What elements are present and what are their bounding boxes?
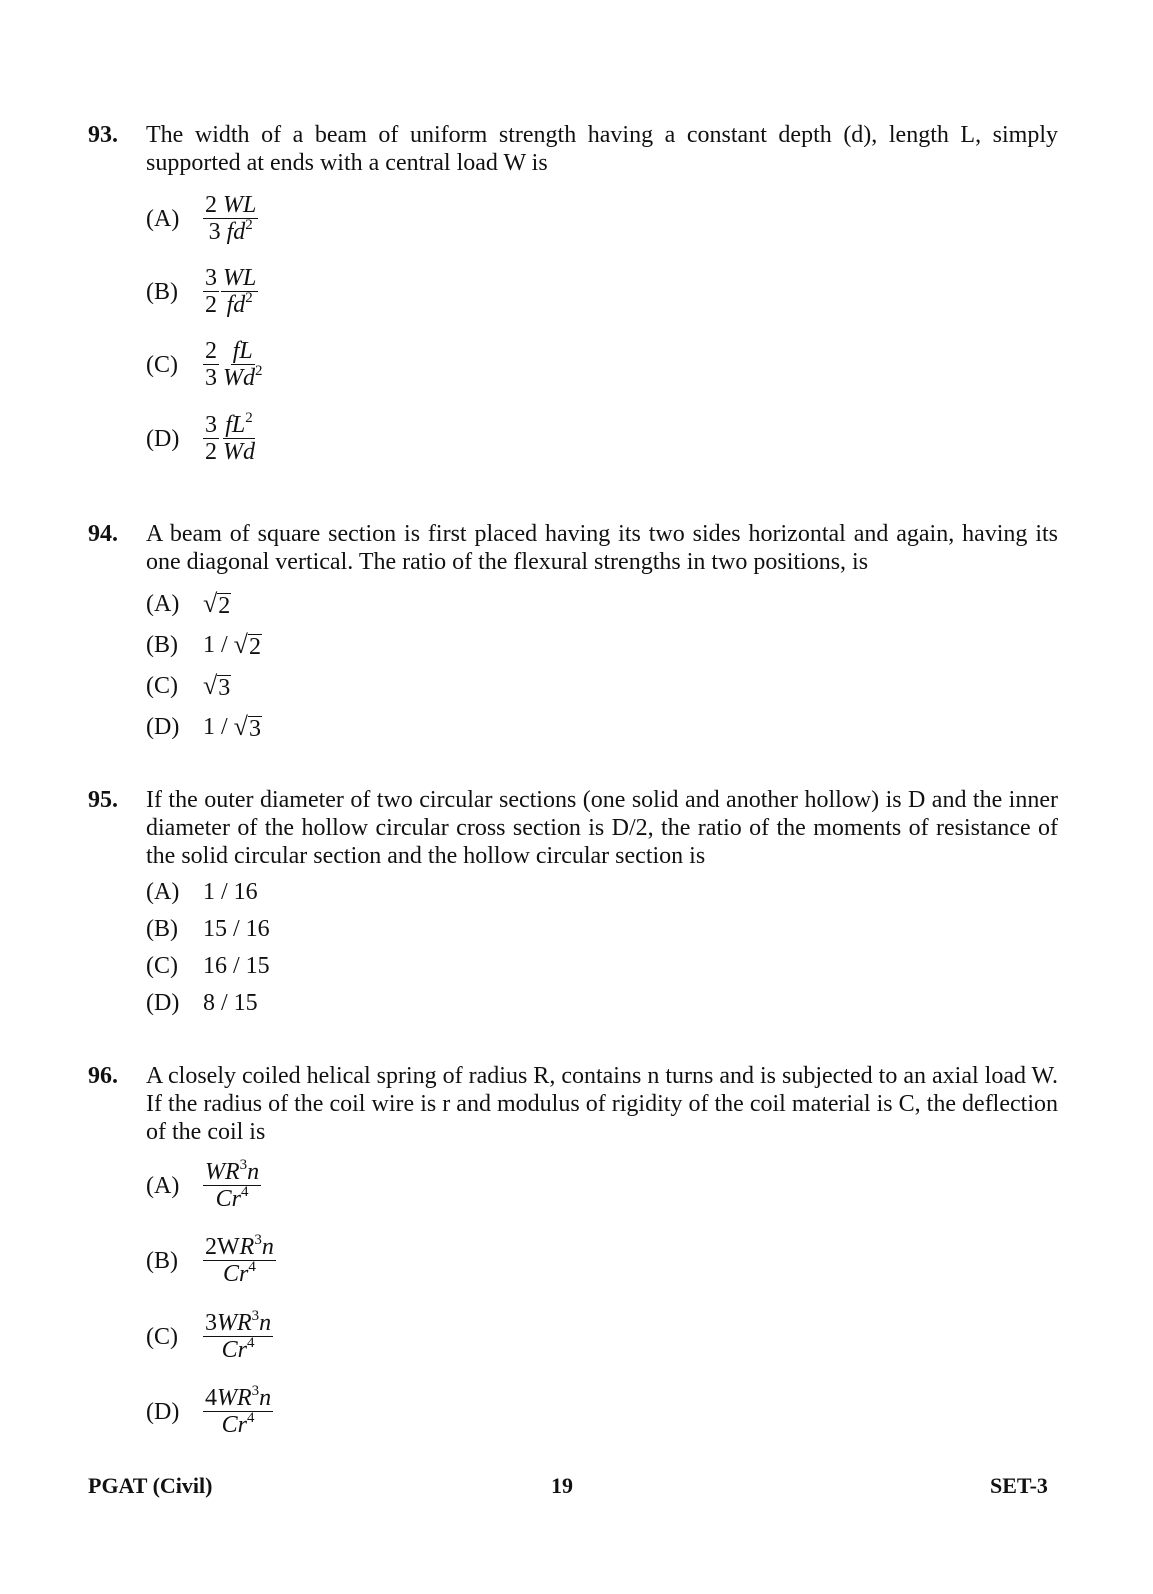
question-text: A closely coiled helical spring of radius R, contains n turns and is subjected to an axial load W. If the radius of the coil wire is r and modulus of rigidity of the coil material is C, the deflection of the coil is xyxy=(146,1063,1058,1145)
formula: $\frac{2}{3}$ $\frac{fL}{Wd^2}$ xyxy=(205,338,263,391)
option-c[interactable] xyxy=(146,952,270,980)
option-d[interactable] xyxy=(146,713,262,741)
footer-set: SET-3 xyxy=(990,1473,1048,1498)
option-label: (C) xyxy=(146,953,178,979)
option-value: 8 / 15 xyxy=(203,990,258,1016)
option-d[interactable] xyxy=(146,989,258,1017)
option-label: (C) xyxy=(146,351,178,378)
option-label: (C) xyxy=(146,1323,178,1350)
formula: $\frac{WR^3n}{Cr^4}$ xyxy=(205,1157,260,1212)
footer-left: PGAT (Civil) xyxy=(88,1473,213,1498)
formula: $\frac{3WR^3n}{Cr^4}$ xyxy=(205,1308,272,1363)
sqrt-expression: √ 3 xyxy=(203,671,231,701)
option-b[interactable] xyxy=(146,915,270,943)
option-label: (A) xyxy=(146,879,180,905)
question-94 xyxy=(88,520,1058,742)
option-label: (A) xyxy=(146,205,180,232)
option-label: (D) xyxy=(146,990,180,1016)
option-c[interactable] xyxy=(146,1308,273,1363)
option-a[interactable] xyxy=(146,1157,261,1212)
sqrt-expression: √ 2 xyxy=(203,589,231,619)
option-a[interactable] xyxy=(146,193,258,244)
option-label: (D) xyxy=(146,425,180,452)
option-c[interactable] xyxy=(146,339,267,390)
question-text: A beam of square section is first placed having its two sides horizontal and again, having its one diagonal vertical. The ratio of the flexural strengths in two positions, is xyxy=(146,521,1058,575)
option-d[interactable] xyxy=(146,410,259,465)
footer-page-number: 19 xyxy=(551,1473,573,1498)
option-label: (B) xyxy=(146,278,178,305)
sqrt-expression: √ 3 xyxy=(233,712,261,742)
option-a[interactable] xyxy=(146,590,231,618)
question-number: 95. xyxy=(88,787,118,813)
option-label: (C) xyxy=(146,673,178,699)
option-b[interactable] xyxy=(146,1232,276,1287)
option-label: (A) xyxy=(146,1172,180,1199)
option-c[interactable] xyxy=(146,672,231,700)
option-label: (D) xyxy=(146,1398,180,1425)
option-prefix: 1 / xyxy=(203,632,234,658)
question-text: The width of a beam of uniform strength having a constant depth (d), length L, simply supported at ends with a central load W is xyxy=(146,122,1058,176)
option-label: (B) xyxy=(146,916,178,942)
option-a[interactable] xyxy=(146,878,258,906)
option-label: (B) xyxy=(146,1247,178,1274)
formula: $\frac{2WR^3n}{Cr^4}$ xyxy=(205,1232,274,1287)
question-number: 94. xyxy=(88,521,118,547)
option-prefix: 1 / xyxy=(203,714,234,740)
sqrt-expression: √ 2 xyxy=(233,630,261,660)
option-value: 16 / 15 xyxy=(203,953,270,979)
question-93 xyxy=(88,121,1058,465)
option-b[interactable] xyxy=(146,631,262,659)
option-label: (A) xyxy=(146,591,180,617)
option-b[interactable] xyxy=(146,266,260,317)
formula: $\frac{3}{2}$ $\frac{WL}{fd^2}$ xyxy=(205,265,257,318)
question-96 xyxy=(88,1062,1058,1438)
option-value: 1 / 16 xyxy=(203,879,258,905)
question-number: 96. xyxy=(88,1063,118,1089)
formula: $\frac{3}{2}$ $\frac{fL^2}{Wd}$ xyxy=(205,410,255,465)
option-label: (B) xyxy=(146,632,178,658)
question-95 xyxy=(88,786,1058,1016)
formula: $\frac{2 WL}{3 fd^2}$ xyxy=(205,192,257,245)
option-value: 15 / 16 xyxy=(203,916,270,942)
formula: $\frac{4WR^3n}{Cr^4}$ xyxy=(205,1383,272,1438)
option-d[interactable] xyxy=(146,1383,273,1438)
question-number: 93. xyxy=(88,122,118,148)
question-text: If the outer diameter of two circular sections (one solid and another hollow) is D and the inner diameter of the hollow circular cross section is D/2, the ratio of the moments of resistance of the solid circular section and the hollow circular section is xyxy=(146,787,1058,869)
option-label: (D) xyxy=(146,714,180,740)
